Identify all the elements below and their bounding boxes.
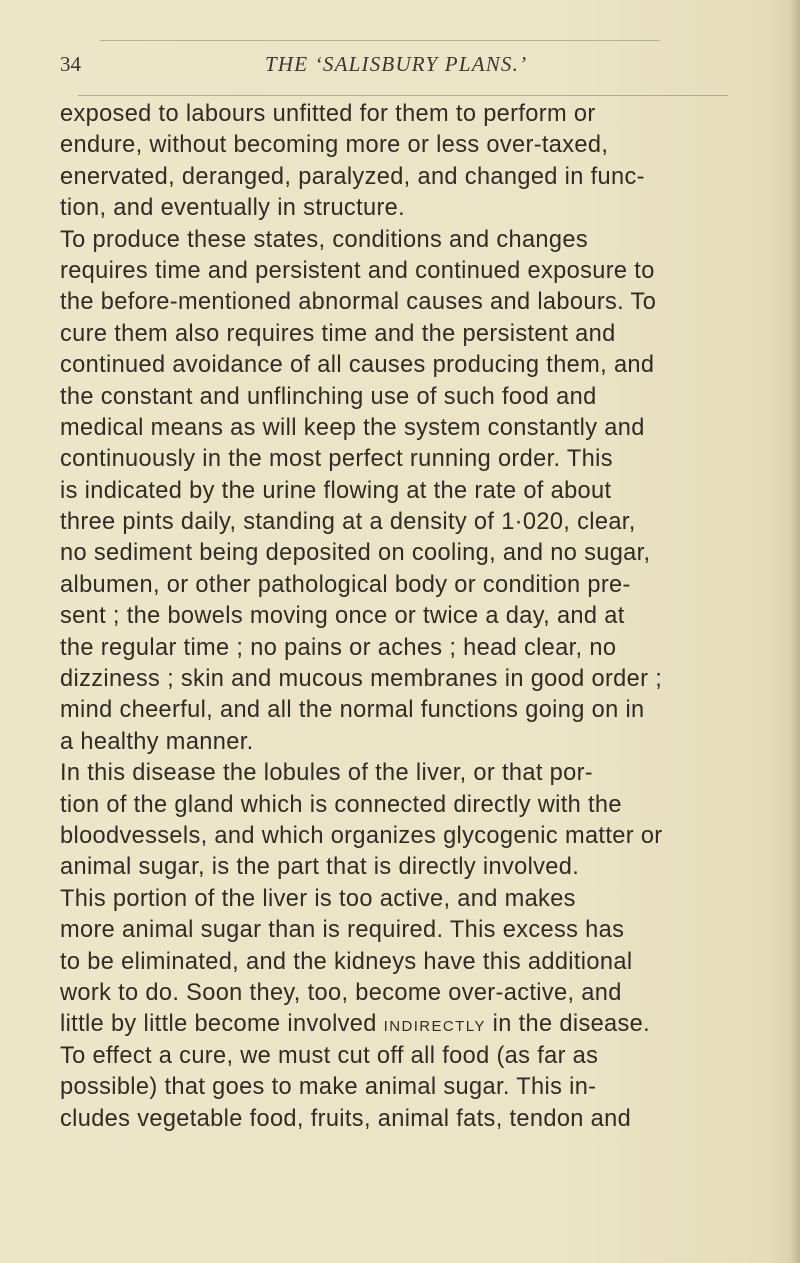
running-title: THE ‘SALISBURY PLANS.’ xyxy=(265,52,528,76)
text-line-content: exposed to labours unfitted for them to perform or xyxy=(60,101,596,127)
text-line-content: continued avoidance of all causes producing them, and xyxy=(60,352,655,379)
header-rule xyxy=(78,95,728,96)
text-line-content: to be eliminated, and the kidneys have this additional xyxy=(60,948,633,975)
text-line xyxy=(60,256,740,287)
text-line-tail: in the disease. xyxy=(485,1011,651,1038)
text-line xyxy=(60,444,740,475)
text-line xyxy=(60,382,740,413)
text-line-content: work to do. Soon they, too, become over-active, and xyxy=(60,979,622,1006)
text-line-content: bloodvessels, and which organizes glycogenic matter or xyxy=(60,822,663,849)
text-line-content: possible) that goes to make animal sugar. This in- xyxy=(60,1074,597,1101)
text-line xyxy=(60,1009,740,1040)
text-line xyxy=(60,947,740,978)
text-line xyxy=(60,633,740,664)
text-line-content: continuously in the most perfect running order. This xyxy=(60,446,613,473)
top-page-rule xyxy=(100,40,660,41)
text-line-content: dizziness ; skin and mucous membranes in good order ; xyxy=(60,666,663,693)
text-line-content: albumen, or other pathological body or condition pre- xyxy=(60,571,631,598)
text-line-content: cludes vegetable food, fruits, animal fats, tendon and xyxy=(60,1105,632,1132)
small-caps-emphasis: INDIRECTLY xyxy=(383,1018,486,1036)
text-line-content: medical means as will keep the system constantly and xyxy=(60,414,645,441)
text-line xyxy=(60,287,740,318)
text-line-content: little by little become involved xyxy=(60,1011,377,1038)
text-line-content: cure them also requires time and the persistent and xyxy=(60,320,616,347)
text-line xyxy=(60,852,740,883)
text-line xyxy=(60,978,740,1009)
text-line-content: animal sugar, is the part that is directly involved. xyxy=(60,854,580,881)
text-line xyxy=(60,727,740,758)
text-line xyxy=(60,695,740,726)
text-line-content: three pints daily, standing at a density of 1·020, clear, xyxy=(60,509,636,536)
text-line xyxy=(60,193,740,224)
text-line-content: the regular time ; no pains or aches ; head clear, no xyxy=(60,634,617,661)
text-line xyxy=(60,507,740,538)
text-line xyxy=(60,821,740,852)
text-line-content: enervated, deranged, paralyzed, and changed in func- xyxy=(60,163,645,190)
text-line xyxy=(60,319,740,350)
text-line-content: tion, and eventually in structure. xyxy=(60,195,406,222)
text-line xyxy=(60,413,740,444)
text-line-content: sent ; the bowels moving once or twice a day, and at xyxy=(60,603,625,630)
text-line-content: mind cheerful, and all the normal functions going on in xyxy=(60,697,645,724)
text-line-content: a healthy manner. xyxy=(60,728,254,755)
text-line-content: To produce these states, conditions and changes xyxy=(60,226,588,253)
text-line xyxy=(60,476,740,507)
text-line xyxy=(60,225,740,256)
text-line xyxy=(60,664,740,695)
text-line xyxy=(60,130,740,161)
text-line-content: the constant and unflinching use of such food and xyxy=(60,383,597,410)
page-edge-shadow xyxy=(790,0,800,1263)
text-line-content: In this disease the lobules of the liver, or that por- xyxy=(60,760,594,787)
text-line xyxy=(60,790,740,821)
text-line xyxy=(60,1104,740,1135)
text-line-content: endure, without becoming more or less over-taxed, xyxy=(60,132,609,159)
text-line xyxy=(60,350,740,381)
page-header xyxy=(60,52,740,92)
text-line xyxy=(60,162,740,193)
text-line-content: tion of the gland which is connected directly with the xyxy=(60,791,622,818)
text-line xyxy=(60,538,740,569)
text-line-content: is indicated by the urine flowing at the rate of about xyxy=(60,477,612,504)
text-line xyxy=(60,99,740,130)
text-line xyxy=(60,1072,740,1103)
text-line xyxy=(60,758,740,789)
text-line-content: the before-mentioned abnormal causes and labours. To xyxy=(60,289,657,316)
text-line xyxy=(60,1041,740,1072)
text-line-content: no sediment being deposited on cooling, and no sugar, xyxy=(60,540,651,567)
text-line-content: This portion of the liver is too active, and makes xyxy=(60,885,576,912)
text-line xyxy=(60,915,740,946)
page-number: 34 xyxy=(60,52,81,76)
text-line xyxy=(60,570,740,601)
text-line-content: requires time and persistent and continued exposure to xyxy=(60,257,655,284)
text-line xyxy=(60,884,740,915)
text-line-content: more animal sugar than is required. This excess has xyxy=(60,917,625,944)
text-line-content: To effect a cure, we must cut off all food (as far as xyxy=(60,1042,599,1069)
text-line xyxy=(60,601,740,632)
body-text xyxy=(60,99,740,1135)
